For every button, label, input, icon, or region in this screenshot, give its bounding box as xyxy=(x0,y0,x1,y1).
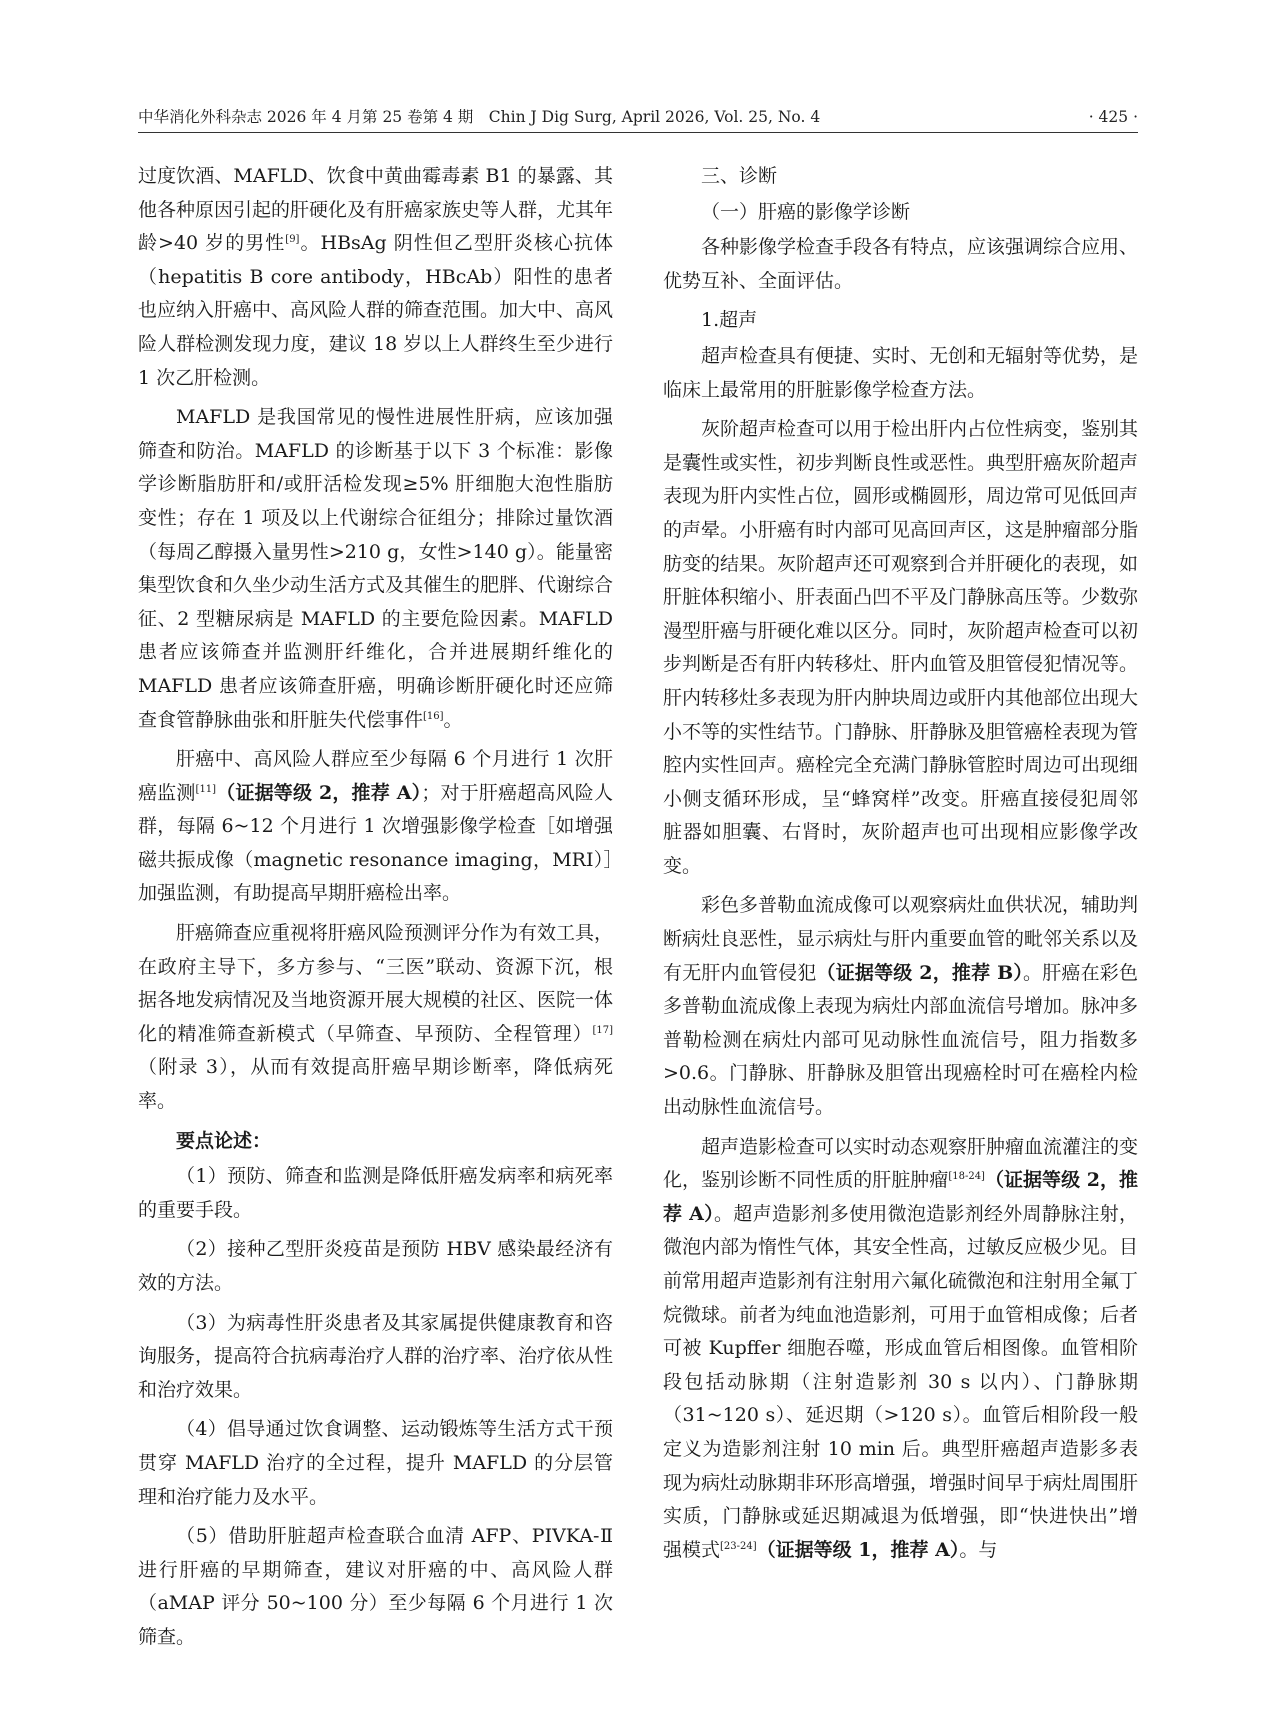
right-column xyxy=(663,160,1138,1573)
paragraph-text: 。 xyxy=(443,708,463,731)
citation-ref: [16] xyxy=(423,710,444,722)
paragraph-text: 。超声造影剂多使用微泡造影剂经外周静脉注射，微泡内部为惰性气体，其安全性高，过敏反应极少见。目前常用超声造影剂有注射用六氟化硫微泡和注射用全氟丁烷微球。前者为纯血池造影剂，可用于血管相成像；后者可被 Kupffer 细胞吞噬，形成血管后相图像。血管相阶段包括动脉期（注射造影剂 30 s 以内）、门静脉期（31~120 s）、延迟期（>120 s）。血管后相阶段一般定义为造影剂注射 10 min 后。典型肝癌超声造影多表现为病灶动脉期非环形高增强，增强时间早于病灶周围肝实质，门静脉或延迟期减退为低增强，即“快进快出”增强模式 xyxy=(663,1202,1139,1561)
key-points-title: 要点论述： xyxy=(176,1129,272,1152)
key-point-4: （4）倡导通过饮食调整、运动锻炼等生活方式干预贯穿 MAFLD 治疗的全过程，提升 MAFLD 的分层管理和治疗能力及水平。 xyxy=(138,1418,613,1508)
evidence-grade: （证据等级 2，推荐 B） xyxy=(816,961,1024,984)
citation-ref: [17] xyxy=(592,1024,613,1036)
evidence-grade: （证据等级 1，推荐 A） xyxy=(756,1538,960,1561)
paragraph-text: 彩色多普勒血流成像可以观察病灶血供状况，辅助判断病灶良恶性，显示病灶与肝内重要血管的毗邻关系以及有无肝内血管侵犯 xyxy=(663,894,1139,984)
evidence-grade: （证据等级 2，推荐 A） xyxy=(663,1169,1138,1225)
paragraph-risk-groups xyxy=(138,160,613,395)
paragraph-text: 过度饮酒、MAFLD、饮食中黄曲霉毒素 B1 的暴露、其他各种原因引起的肝硬化及有肝癌家族史等人群，尤其年龄>40 岁的男性 xyxy=(138,165,614,255)
running-header xyxy=(138,104,1138,130)
evidence-grade: （证据等级 2，推荐 A） xyxy=(216,781,422,804)
section-heading-diagnosis: 三、诊断 xyxy=(701,165,778,187)
journal-citation: 中华消化外科杂志 2026 年 4 月第 25 卷第 4 期 Chin J Dig Surg, April 2026, Vol. 25, No. 4 xyxy=(138,108,821,126)
paragraph-text: 超声造影检查可以实时动态观察肝肿瘤血流灌注的变化，鉴别诊断不同性质的肝脏肿瘤 xyxy=(663,1135,1139,1192)
page-number: · 425 · xyxy=(1088,108,1138,126)
key-point-5: （5）借助肝脏超声检查联合血清 AFP、PIVKA-Ⅱ进行肝癌的早期筛查，建议对肝癌的中、高风险人群（aMAP 评分 50~100 分）至少每隔 6 个月进行 1 次筛查。 xyxy=(138,1525,613,1648)
citation-ref: [18-24] xyxy=(948,1171,985,1183)
paragraph-text: ；对于肝癌超高风险人群，每隔 6~12 个月进行 1 次增强影像学检查［如增强磁共振成像（magnetic resonance imaging，MRI）］加强监测，有助提高早期肝癌检出率。 xyxy=(138,781,613,905)
paragraph-text: 肝癌筛查应重视将肝癌风险预测评分作为有效工具，在政府主导下，多方参与、“三医”联动、资源下沉，根据各地发病情况及当地资源开展大规模的社区、医院一体化的精准筛查新模式（早筛查、早预防、全程管理） xyxy=(138,922,614,1045)
key-point-3: （3）为病毒性肝炎患者及其家属提供健康教育和咨询服务，提高符合抗病毒治疗人群的治疗率、治疗依从性和治疗效果。 xyxy=(138,1311,614,1401)
paragraph-mafld xyxy=(138,401,613,737)
paragraph-screening-model xyxy=(138,917,613,1119)
paragraph-text: 肝癌中、高风险人群应至少每隔 6 个月进行 1 次肝癌监测 xyxy=(138,748,613,804)
paragraph-text: 。HBsAg 阴性但乙型肝炎核心抗体（hepatitis B core antibody，HBcAb）阳性的患者也应纳入肝癌中、高风险人群的筛查范围。加大中、高风险人群检测发现力度，建议 18 岁以上人群终生至少进行 1 次乙肝检测。 xyxy=(138,232,614,389)
paragraph-text: MAFLD 是我国常见的慢性进展性肝病，应该加强筛查和防治。MAFLD 的诊断基于以下 3 个标准：影像学诊断脂肪肝和/或肝活检发现≥5% 肝细胞大泡性脂肪变性；存在 1 项及以上代谢综合征组分；排除过量饮酒（每周乙醇摄入量男性>210 g，女性>140 g）。能量密集型饮食和久坐少动生活方式及其催生的肥胖、代谢综合征、2 型糖尿病是 MAFLD 的主要危险因素。MAFLD 患者应该筛查并监测肝纤维化，合并进展期纤维化的 MAFLD 患者应该筛查肝癌，明确诊断肝硬化时还应筛查食管静脉曲张和肝脏失代偿事件 xyxy=(138,406,614,731)
citation-ref: [11] xyxy=(195,783,217,795)
left-column xyxy=(138,160,613,1661)
paragraph-color-doppler xyxy=(663,889,1138,1124)
subsection-heading-ultrasound: 1.超声 xyxy=(701,309,758,332)
paragraph-ultrasound-intro: 超声检查具有便捷、实时、无创和无辐射等优势，是临床上最常用的肝脏影像学检查方法。 xyxy=(663,344,1139,401)
paragraph-text: （附录 3），从而有效提高肝癌早期诊断率，降低病死率。 xyxy=(138,1056,613,1113)
key-point-1: （1）预防、筛查和监测是降低肝癌发病率和病死率的重要手段。 xyxy=(138,1165,613,1221)
paragraph-text: 。与 xyxy=(959,1538,998,1561)
paragraph-surveillance xyxy=(138,743,613,911)
paragraph-grayscale-ultrasound: 灰阶超声检查可以用于检出肝内占位性病变，鉴别其是囊性或实性，初步判断良性或恶性。典型肝癌灰阶超声表现为肝内实性占位，圆形或椭圆形，周边常可见低回声的声晕。小肝癌有时内部可见高回声区，这是肿瘤部分脂肪变的结果。灰阶超声还可观察到合并肝硬化的表现，如肝脏体积缩小、肝表面凸凹不平及门静脉高压等。少数弥漫型肝癌与肝硬化难以区分。同时，灰阶超声检查可以初步判断是否有肝内转移灶、肝内血管及胆管侵犯情况等。肝内转移灶多表现为肝内肿块周边或肝内其他部位出现大小不等的实性结节。门静脉、肝静脉及胆管癌栓表现为管腔内实性回声。癌栓完全充满门静脉管腔时周边可出现细小侧支循环形成，呈“蜂窝样”改变。肝癌直接侵犯周邻脏器如胆囊、右肾时，灰阶超声也可出现相应影像学改变。 xyxy=(663,418,1139,877)
paragraph-text: 。肝癌在彩色多普勒血流成像上表现为病灶内部血流信号增加。脉冲多普勒检测在病灶内部可见动脉性血流信号，阻力指数多>0.6。门静脉、肝静脉及胆管出现癌栓时可在癌栓内检出动脉性血流信号。 xyxy=(663,961,1139,1119)
paragraph-contrast-ultrasound xyxy=(663,1131,1138,1568)
citation-ref: [23-24] xyxy=(720,1540,757,1552)
paragraph-imaging-overview: 各种影像学检查手段各有特点，应该强调综合应用、优势互补、全面评估。 xyxy=(663,236,1139,292)
subsection-heading-imaging: （一）肝癌的影像学诊断 xyxy=(701,200,911,223)
header-rule xyxy=(138,132,1138,133)
citation-ref: [9] xyxy=(285,234,300,246)
key-point-2: （2）接种乙型肝炎疫苗是预防 HBV 感染最经济有效的方法。 xyxy=(138,1238,613,1294)
